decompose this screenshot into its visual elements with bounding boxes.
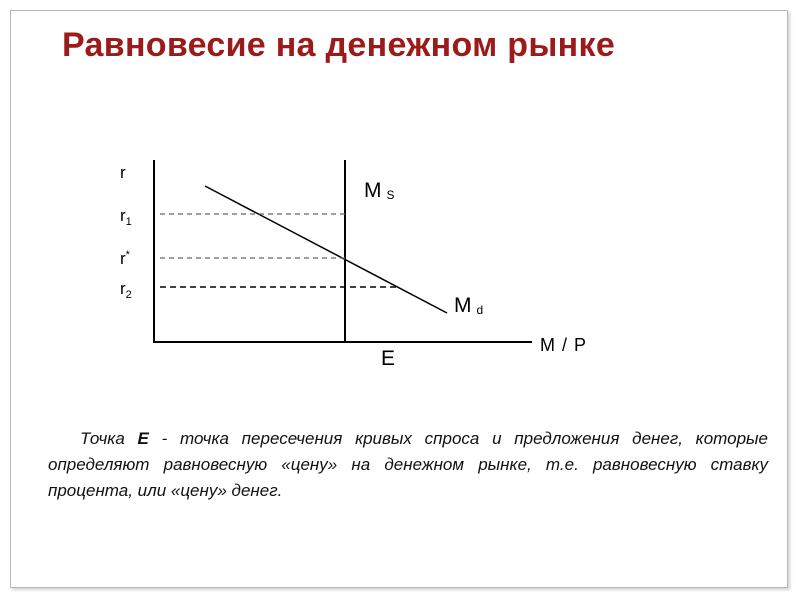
caption-point-e: Е xyxy=(137,429,149,448)
money-demand-line xyxy=(205,186,447,313)
equilibrium-label: E xyxy=(381,347,396,370)
tick-r1: $r_1$ xyxy=(120,206,132,228)
explanation-text xyxy=(48,426,768,504)
supply-label: M S xyxy=(364,179,395,202)
y-axis-label: r xyxy=(120,163,126,182)
caption-lead: Точка xyxy=(80,429,138,448)
caption-rest: - точка пересечения кривых спроса и предложения денег, которые определяют равновесную «цену» на денежном рынке, т.е. равновесную ставку процента, или «цену» денег. xyxy=(48,429,769,500)
demand-label: Md xyxy=(454,294,484,317)
x-axis-label: M / P xyxy=(540,335,588,355)
tick-rstar: r* xyxy=(120,249,130,268)
slide-title: Равновесие на денежном рынке xyxy=(62,26,616,64)
tick-r2: $r_2$ xyxy=(120,279,132,301)
